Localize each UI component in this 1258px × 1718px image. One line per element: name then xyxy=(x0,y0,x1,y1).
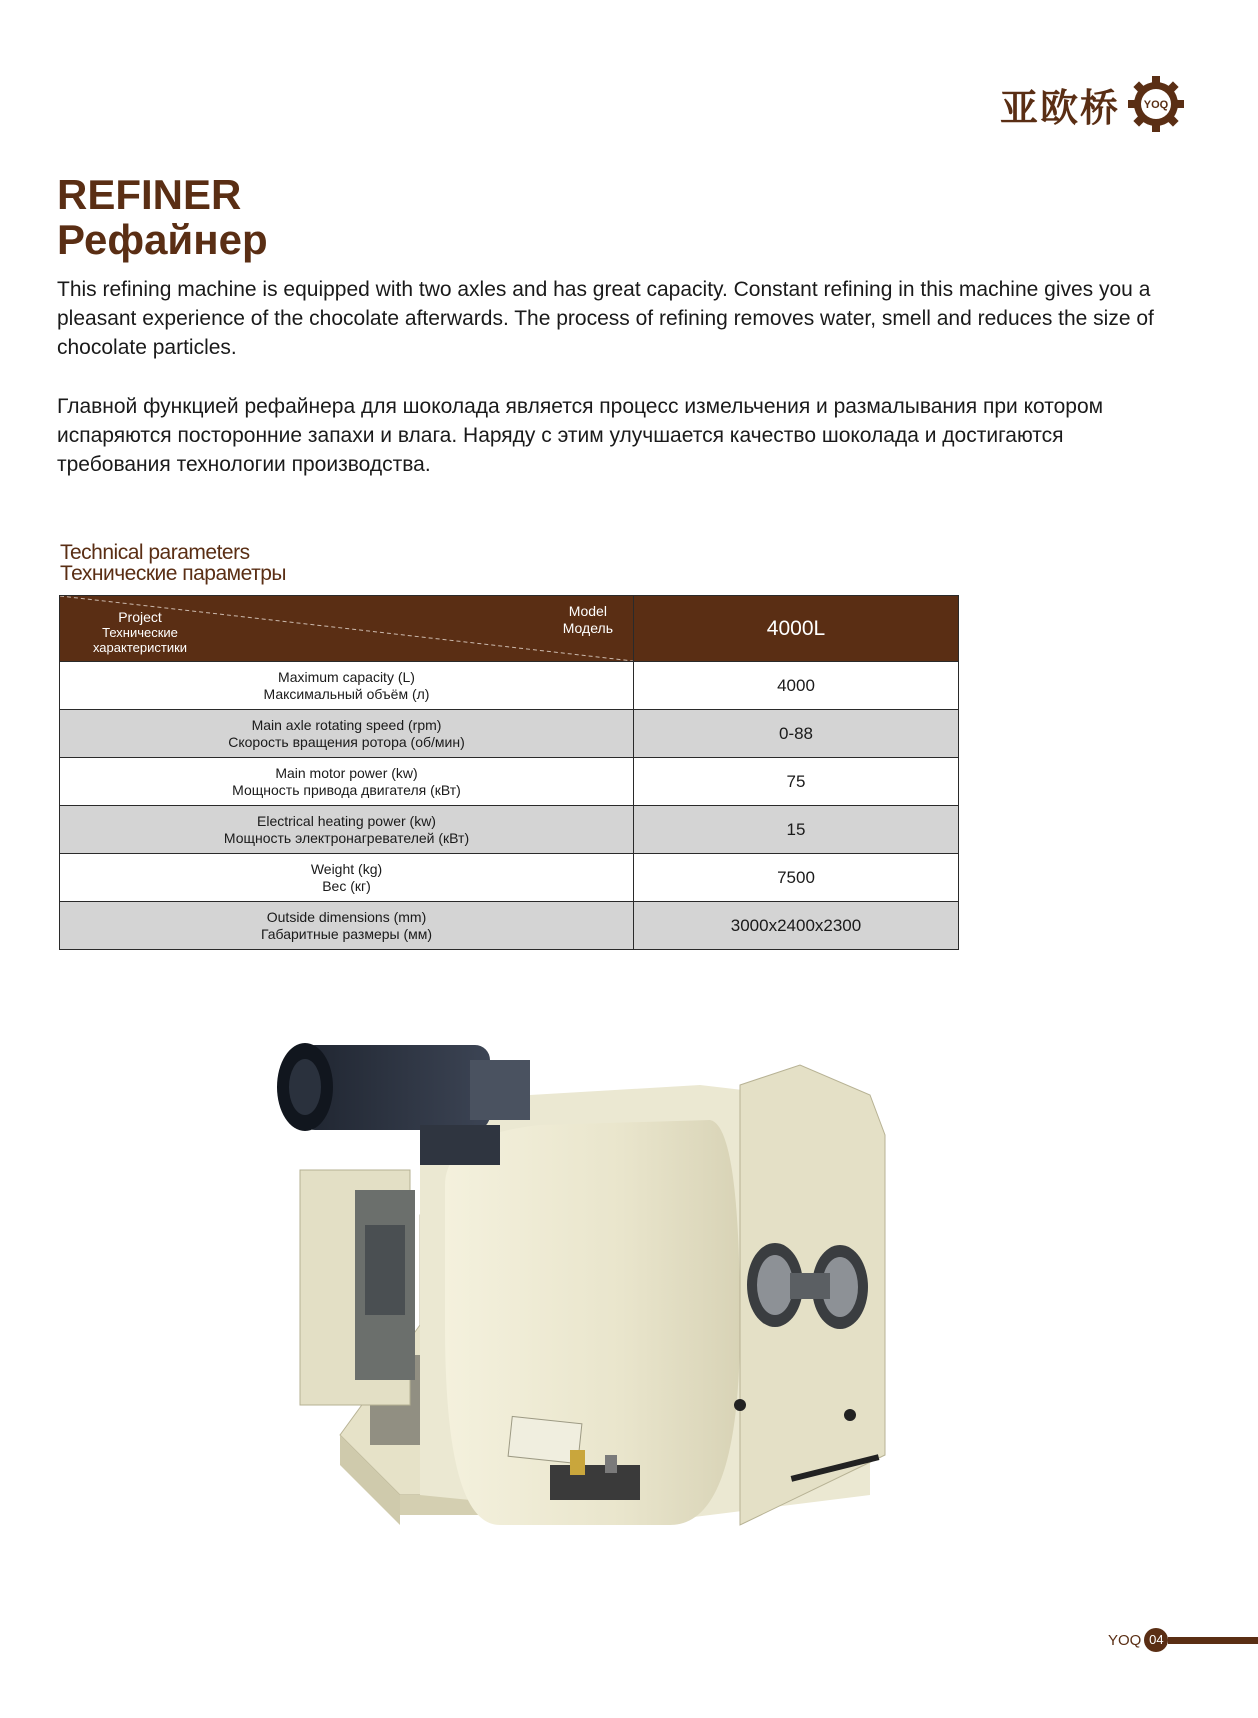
table-header-label-cell xyxy=(60,596,634,662)
table-row xyxy=(60,902,959,950)
refiner-machine-image xyxy=(270,1025,930,1565)
page-number: 04 xyxy=(1144,1628,1168,1652)
param-value-cell: 75 xyxy=(634,758,959,806)
tech-params-title-en: Technical parameters xyxy=(60,541,250,564)
footer-bar xyxy=(1168,1637,1258,1644)
param-value-cell: 15 xyxy=(634,806,959,854)
param-value-cell: 7500 xyxy=(634,854,959,902)
page-footer xyxy=(1108,1628,1258,1652)
footer-brand: YOQ xyxy=(1108,1631,1142,1649)
brand-logo-text: YOQ xyxy=(1143,99,1169,111)
header-model-label: Model Модель xyxy=(562,603,613,636)
param-value-cell: 3000x2400x2300 xyxy=(634,902,959,950)
page-title-ru: Рефайнер xyxy=(57,216,268,263)
table-row xyxy=(60,662,959,710)
tech-params-title-ru: Технические параметры xyxy=(60,562,286,585)
brand-logo xyxy=(1000,74,1186,134)
header-project-label: Project Технические характеристики xyxy=(92,609,188,655)
page-title-en: REFINER xyxy=(57,171,242,218)
param-label-cell: Electrical heating power (kw) Мощность электронагревателей (кВт) xyxy=(60,806,634,854)
param-label-cell: Main axle rotating speed (rpm) Скорость вращения ротора (об/мин) xyxy=(60,710,634,758)
gear-icon xyxy=(1126,74,1186,134)
param-label-cell: Main motor power (kw) Мощность привода двигателя (кВт) xyxy=(60,758,634,806)
table-header-row xyxy=(60,596,959,662)
brand-name: 亚欧桥 xyxy=(999,85,1120,130)
param-label-cell: Outside dimensions (mm) Габаритные размеры (мм) xyxy=(60,902,634,950)
table-row xyxy=(60,806,959,854)
table-row xyxy=(60,710,959,758)
param-label-cell: Maximum capacity (L) Максимальный объём (л) xyxy=(60,662,634,710)
table-row xyxy=(60,758,959,806)
tech-params-heading xyxy=(60,542,286,584)
table-row xyxy=(60,854,959,902)
description-en: This refining machine is equipped with two axles and has great capacity. Constant refining in this machine gives you a pleasant experience of the chocolate afterwards. The process of refining removes water, smell and reduces the size of chocolate particles. xyxy=(57,278,1154,359)
param-value-cell: 0-88 xyxy=(634,710,959,758)
tech-params-table xyxy=(59,595,959,950)
description-ru: Главной функцией рефайнера для шоколада является процесс измельчения и размалывания при котором испаряются посторонние запахи и влага. Наряду с этим улучшается качество шоколада и достигаются требования технологии производства. xyxy=(57,395,1104,476)
header-model-value: 4000L xyxy=(634,596,959,662)
param-label-cell: Weight (kg) Вес (кг) xyxy=(60,854,634,902)
param-value-cell: 4000 xyxy=(634,662,959,710)
